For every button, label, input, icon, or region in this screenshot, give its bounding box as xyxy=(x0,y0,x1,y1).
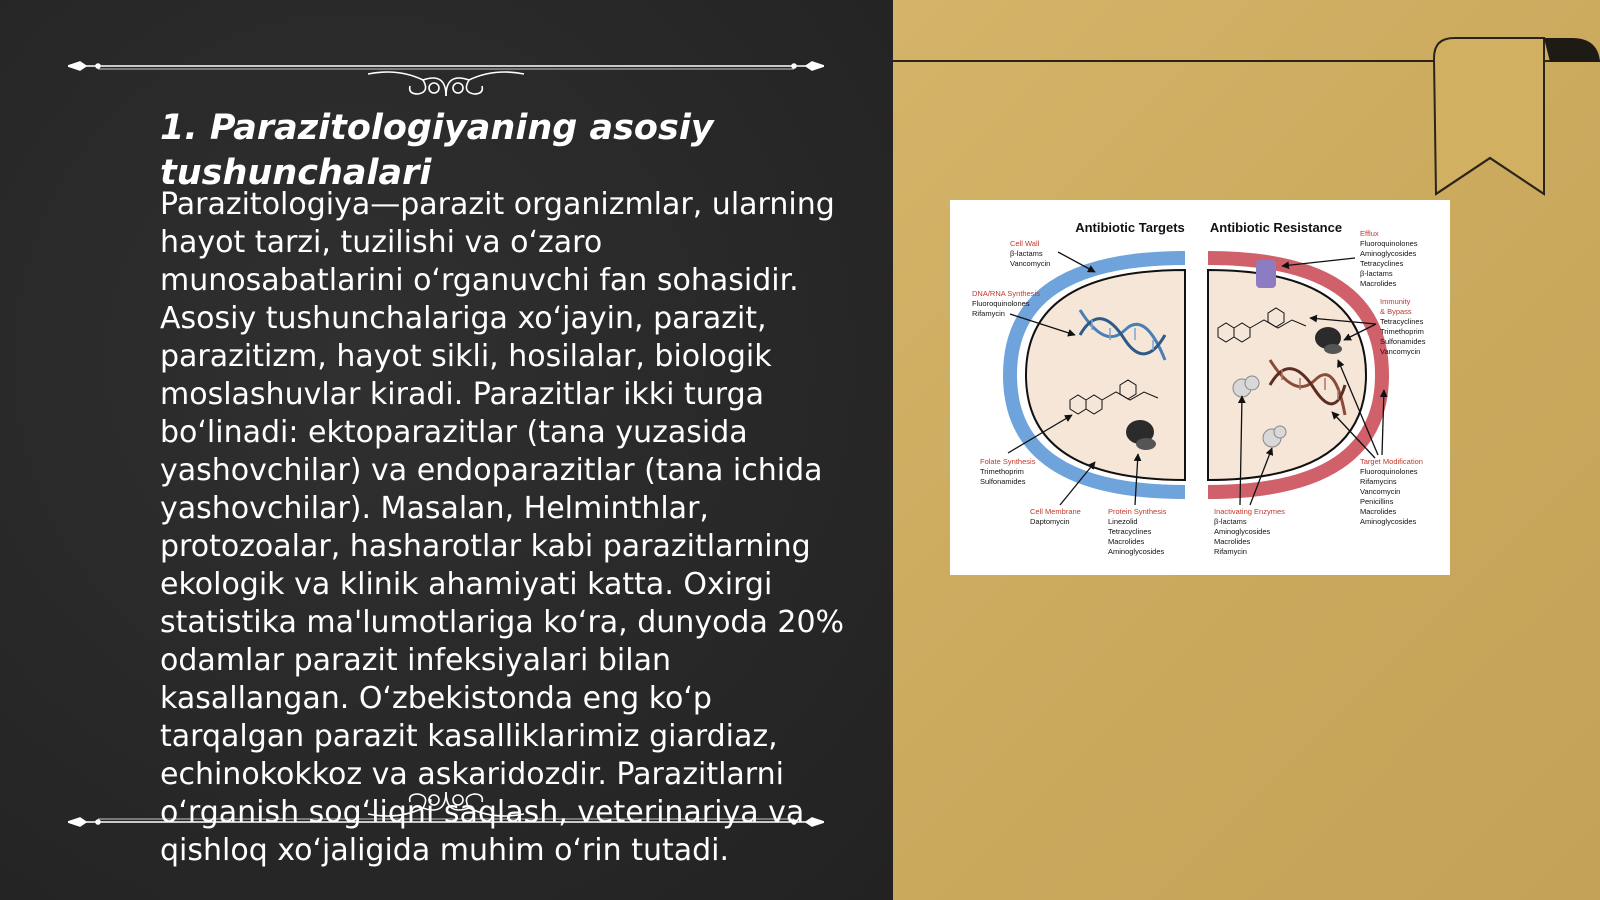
svg-text:Aminoglycosides: Aminoglycosides xyxy=(1360,249,1417,258)
svg-text:Cell Wall: Cell Wall xyxy=(1010,239,1040,248)
svg-text:DNA/RNA Synthesis: DNA/RNA Synthesis xyxy=(972,289,1040,298)
svg-text:Inactivating Enzymes: Inactivating Enzymes xyxy=(1214,507,1285,516)
svg-text:& Bypass: & Bypass xyxy=(1380,307,1412,316)
svg-text:β-lactams: β-lactams xyxy=(1010,249,1043,258)
svg-text:Tetracyclines: Tetracyclines xyxy=(1108,527,1152,536)
svg-text:Fluoroquinolones: Fluoroquinolones xyxy=(972,299,1030,308)
label-immunity-bypass xyxy=(1380,297,1426,356)
svg-text:Sulfonamides: Sulfonamides xyxy=(1380,337,1426,346)
svg-text:Rifamycin: Rifamycin xyxy=(1214,547,1247,556)
label-target-modification xyxy=(1360,457,1423,526)
svg-text:Aminoglycosides: Aminoglycosides xyxy=(1360,517,1417,526)
slide-body-text: Parazitologiya—parazit organizmlar, ularning hayot tarzi, tuzilishi va o‘zaro munosabatlarini o‘rganuvchi fan sohasidir. Asosiy tushunchalariga xo‘jayin, parazit, parazitizm, hayot sikli, hosilalar, biologik moslashuvlar kiradi. Parazitlar ikki turga bo‘linadi: ektoparazitlar (tana yuzasida yashovchilar) va endoparazitlar (tana ichida yashovchilar). Masalan, Helminthlar, protozoalar, hasharotlar kabi parazitlarning ekologik va klinik ahamiyati katta. Oxirgi statistika ma'lumotlariga ko‘ra, dunyoda 20% odamlar parazit infeksiyalari bilan kasallangan. O‘zbekistonda eng ko‘p tarqalgan parazit kasalliklarimiz giardiaz, echinokokkoz va askaridozdir. Parazitlarni o‘rganish sog‘liqni saqlash, veterinariya va qishloq xo‘jaligida muhim o‘rin tutadi. xyxy=(160,187,845,868)
svg-text:Aminoglycosides: Aminoglycosides xyxy=(1214,527,1271,536)
svg-text:Vancomycin: Vancomycin xyxy=(1360,487,1401,496)
label-cell-wall xyxy=(1010,239,1050,268)
cell-body-right xyxy=(1208,270,1366,480)
svg-text:Macrolides: Macrolides xyxy=(1214,537,1251,546)
cell-body-left xyxy=(1026,270,1185,480)
svg-text:Fluoroquinolones: Fluoroquinolones xyxy=(1360,239,1418,248)
svg-text:Tetracyclines: Tetracyclines xyxy=(1380,317,1424,326)
svg-text:Cell Membrane: Cell Membrane xyxy=(1030,507,1081,516)
svg-text:Trimethoprim: Trimethoprim xyxy=(980,467,1024,476)
svg-text:Tetracyclines: Tetracyclines xyxy=(1360,259,1404,268)
svg-text:Rifamycin: Rifamycin xyxy=(972,309,1005,318)
svg-text:β-lactams: β-lactams xyxy=(1214,517,1247,526)
label-efflux xyxy=(1360,229,1418,288)
svg-text:Protein Synthesis: Protein Synthesis xyxy=(1108,507,1167,516)
figure-heading-targets: Antibiotic Targets xyxy=(1075,220,1185,235)
label-cell-membrane xyxy=(1030,507,1081,526)
svg-text:Vancomycin: Vancomycin xyxy=(1380,347,1421,356)
svg-text:Macrolides: Macrolides xyxy=(1360,507,1397,516)
svg-text:Efflux: Efflux xyxy=(1360,229,1379,238)
svg-text:Trimethoprim: Trimethoprim xyxy=(1380,327,1424,336)
label-inactivating-enzymes xyxy=(1214,507,1285,556)
svg-text:Penicillins: Penicillins xyxy=(1360,497,1394,506)
svg-text:Macrolides: Macrolides xyxy=(1360,279,1397,288)
svg-text:Immunity: Immunity xyxy=(1380,297,1411,306)
svg-text:Aminoglycosides: Aminoglycosides xyxy=(1108,547,1165,556)
svg-text:Macrolides: Macrolides xyxy=(1108,537,1145,546)
figure-heading-resistance: Antibiotic Resistance xyxy=(1209,220,1343,235)
svg-text:Vancomycin: Vancomycin xyxy=(1010,259,1051,268)
label-protein-synthesis xyxy=(1108,507,1167,556)
svg-text:Target Modification: Target Modification xyxy=(1360,457,1423,466)
svg-text:Fluoroquinolones: Fluoroquinolones xyxy=(1360,467,1418,476)
label-folate-synthesis xyxy=(980,457,1036,486)
efflux-pump-icon xyxy=(1256,260,1276,288)
antibiotic-figure xyxy=(950,200,1450,575)
svg-text:Folate Synthesis: Folate Synthesis xyxy=(980,457,1036,466)
svg-text:Daptomycin: Daptomycin xyxy=(1030,517,1070,526)
svg-text:β-lactams: β-lactams xyxy=(1360,269,1393,278)
top-ornament xyxy=(68,50,824,100)
svg-text:Linezolid: Linezolid xyxy=(1108,517,1138,526)
svg-text:Rifamycins: Rifamycins xyxy=(1360,477,1397,486)
svg-text:Sulfonamides: Sulfonamides xyxy=(980,477,1026,486)
bookmark-ribbon-icon xyxy=(1432,36,1600,198)
slide-title: 1. Parazitologiyaning asosiy tushunchalari xyxy=(160,108,714,193)
